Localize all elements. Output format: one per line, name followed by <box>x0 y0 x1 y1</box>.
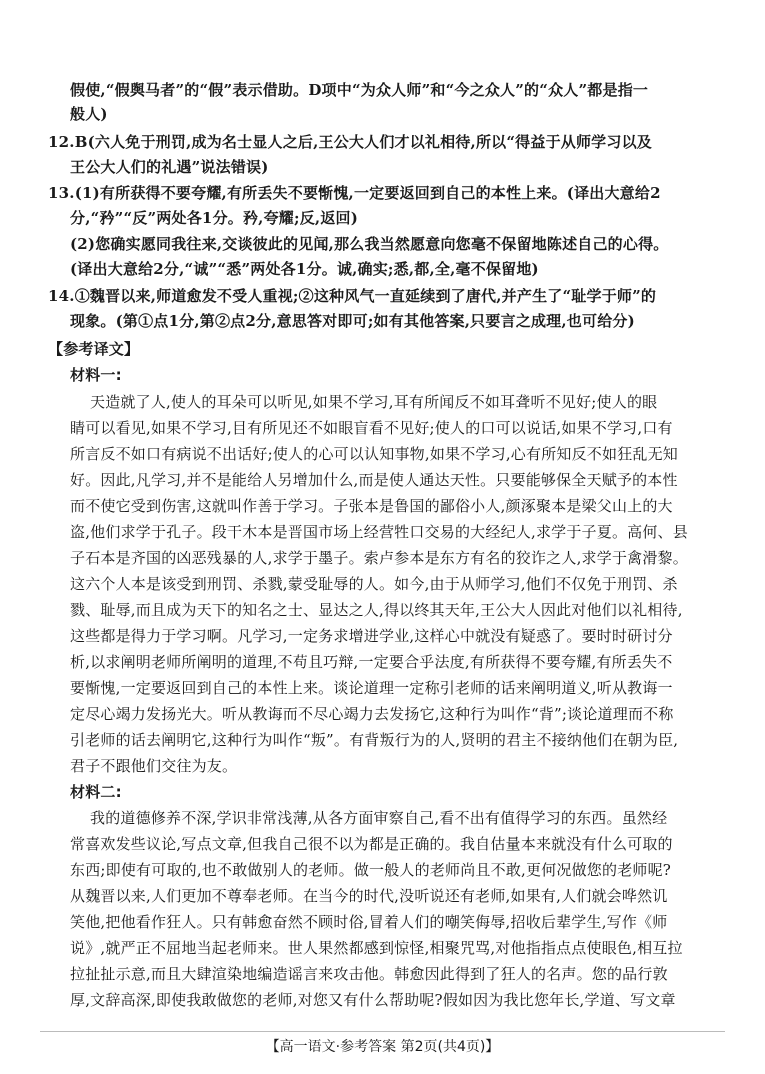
answer-q14-line: 14.①魏晋以来,师道愈发不受人重视;②这种风气一直延续到了唐代,并产生了“耻学于师”的 <box>48 287 657 305</box>
material2-line: 常喜欢发些议论,写点文章,但我自己很不以为都是正确的。我自估量本来就没有什么可取的 <box>70 835 673 853</box>
material1-line: 君子不跟他们交往为友。 <box>70 757 238 775</box>
answer-q13-line: (译出大意给2分,“诚”“悉”两处各1分。诚,确实;悉,都,全,毫不保留地) <box>70 260 539 278</box>
answer-text-line: 假使,“假舆马者”的“假”表示借助。D项中“为众人师”和“今之众人”的“众人”都是指一 <box>70 81 649 99</box>
material1-line: 好。因此,凡学习,并不是能给人另增加什么,而是使人通达天性。只要能够保全天赋予的本性 <box>70 471 678 489</box>
material1-line: 子石本是齐国的凶恶残暴的人,求学于墨子。索卢参本是东方有名的狡诈之人,求学于禽滑黎。 <box>70 549 688 567</box>
material1-line: 盗,他们求学于孔子。段干木本是晋国市场上经营牲口交易的大经纪人,求学于子夏。高何、县 <box>70 523 688 541</box>
material1-line: 要惭愧,一定要返回到自己的本性上来。谈论道理一定称引老师的话来阐明道义,听从教诲一 <box>70 679 673 697</box>
material2-line: 我的道德修养不深,学识非常浅薄,从各方面审察自己,看不出有值得学习的东西。虽然经 <box>90 809 668 827</box>
footer-divider <box>40 1031 725 1032</box>
page-footer: 【高一语文·参考答案 第2页(共4页)】 <box>265 1039 500 1055</box>
material2-line: 笑他,把他看作狂人。只有韩愈奋然不顾时俗,冒着人们的嘲笑侮辱,招收后辈学生,写作《师 <box>70 913 668 931</box>
material1-line: 睛可以看见,如果不学习,目有所见还不如眼盲看不见好;使人的口可以说话,如果不学习,口有 <box>70 419 673 437</box>
material2-line: 东西;即使有可取的,也不敢做别人的老师。做一般人的老师尚且不敢,更何况做您的老师呢? <box>70 861 672 879</box>
material1-line: 定尽心竭力发扬光大。听从教诲而不尽心竭力去发扬它,这种行为叫作“背”;谈论道理而不称 <box>70 705 674 723</box>
answer-q14-line: 现象。(第①点1分,第②点2分,意思答对即可;如有其他答案,只要言之成理,也可给分) <box>70 312 635 330</box>
material2-line: 说》,就严正不屈地当起老师来。世人果然都感到惊怪,相聚咒骂,对他指指点点使眼色,相互拉 <box>70 939 683 957</box>
material1-line: 这六个人本是该受到刑罚、杀戮,蒙受耻辱的人。如今,由于从师学习,他们不仅免于刑罚、杀 <box>70 575 678 593</box>
material1-title: 材料一: <box>70 366 122 384</box>
material2-line: 厚,文辞高深,即使我敢做您的老师,对您又有什么帮助呢?假如因为我比您年长,学道、写文章 <box>70 991 676 1009</box>
answer-q13-line: (2)您确实愿同我往来,交谈彼此的见闻,那么我当然愿意向您毫不保留地陈述自己的心得。 <box>70 235 669 253</box>
material1-line: 戮、耻辱,而且成为天下的知名之士、显达之人,得以终其天年,王公大人因此对他们以礼相待, <box>70 601 683 619</box>
material1-line: 天造就了人,使人的耳朵可以听见,如果不学习,耳有所闻反不如耳聋听不见好;使人的眼 <box>90 393 658 411</box>
material1-line: 这些都是得力于学习啊。凡学习,一定务求增进学业,这样心中就没有疑惑了。要时时研讨分 <box>70 627 673 645</box>
answer-q13-line: 分,“矜”“反”两处各1分。矜,夸耀;反,返回) <box>70 209 359 227</box>
reference-translation-title: 【参考译文】 <box>48 340 140 358</box>
material1-line: 引老师的话去阐明它,这种行为叫作“叛”。有背叛行为的人,贤明的君主不接纳他们在朝为臣, <box>70 731 679 749</box>
answer-text-line: 般人) <box>70 105 108 123</box>
material2-line: 拉扯扯示意,而且大肆渲染地编造谣言来攻击他。韩愈因此得到了狂人的名声。您的品行敦 <box>70 965 668 983</box>
material1-line: 而不使它受到伤害,这就叫作善于学习。子张本是鲁国的鄙俗小人,颜涿聚本是梁父山上的大 <box>70 497 673 515</box>
material2-line: 从魏晋以来,人们更加不尊奉老师。在当今的时代,没听说还有老师,如果有,人们就会哗然讥 <box>70 887 668 905</box>
answer-q12-line: 12.B(六人免于刑罚,成为名士显人之后,王公大人们才以礼相待,所以“得益于从师学习以及 <box>48 133 652 151</box>
material2-title: 材料二: <box>70 783 122 801</box>
answer-q12-line: 王公大人们的礼遇”说法错误) <box>70 158 269 176</box>
answer-q13-line: 13.(1)有所获得不要夸耀,有所丢失不要惭愧,一定要返回到自己的本性上来。(译出大意给2 <box>48 184 661 202</box>
material1-line: 所言反不如口有病说不出话好;使人的心可以认知事物,如果不学习,心有所知反不如狂乱无知 <box>70 445 678 463</box>
material1-line: 析,以求阐明老师所阐明的道理,不苟且巧辩,一定要合乎法度,有所获得不要夸耀,有所丢失不 <box>70 653 673 671</box>
